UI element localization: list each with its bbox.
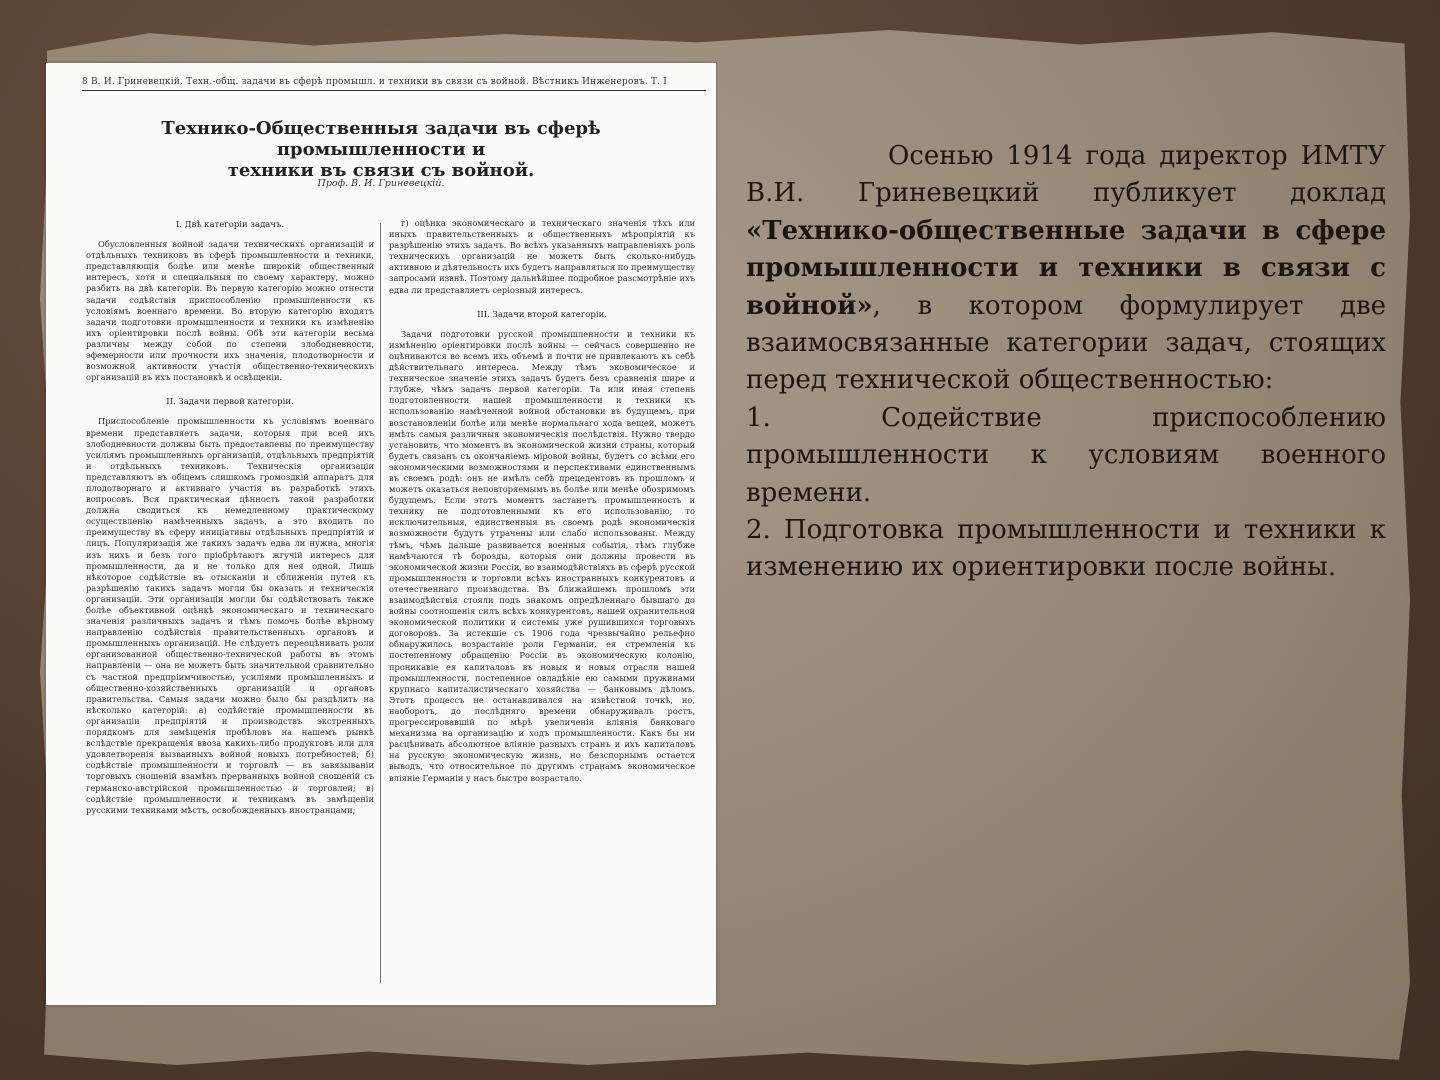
article-title-line1: Технико-Общественныя задачи въ сферѣ промышленности и <box>161 118 601 160</box>
slide-body-text <box>746 138 1386 587</box>
article-title <box>66 118 696 181</box>
task-item-2: 2. Подготовка промышленности и техники к изменению их ориентировки после войны. <box>746 515 1386 583</box>
section3-text: Задачи подготовки русской промышленности и техники къ измѣненію оріентировки послѣ войны — сейчасъ совершенно не оцѣниваются во всемъ ихъ объемѣ и почти не привлекаютъ къ себѣ дѣйствительнаго интереса. Между тѣмъ экономическое и техническое значеніе этихъ задачъ будетъ безъ сравненія шире и глубже, чѣмъ задачъ первой категоріи. Та или иная степень подготовленности нашей промышленности и техники къ использованію намѣченной войной обстановки въ будущемъ, при возстановленіи болѣе или менѣе нормальнаго хода вещей, можетъ имѣть самыя различныя экономическія послѣдствія. Нужно твердо установить, что моментъ въ экономической жизни страны, который будетъ связанъ съ окончаніемъ міровой войны, будетъ со всѣми его экономическими возможностями и перспективами единственнымъ въ своемъ родѣ: онъ не имѣлъ себѣ прецедентовъ въ прошломъ и можетъ оказаться неповторяемымъ въ болѣе или менѣе обозримомъ будущемъ. Если этотъ моментъ застанетъ промышленность и технику не подготовленными къ его использованію, то исключительныя, единственныя въ своемъ родѣ экономическія возможности будутъ утрачены или слабо использованы. Между тѣмъ, чѣмъ дальше развивается военныя событія, тѣмъ глубже намѣчаются тѣ борозды, которыя они должны провести въ экономической жизни Россіи, во взаимодѣйствіяхъ въ сферѣ русской промышленности и торговли всѣхъ иностранныхъ конкурентовъ и отечественнаго производства. Въ ближайшемъ прошломъ эти взаимодѣйствія стояли подъ знакомъ опредѣленнаго бывшаго до войны соотношенія силъ всѣхъ конкурентовъ, нашей охранительной экономической политики и системы уже рушившихся торговыхъ договоровъ. За истекшіе съ 1906 года чрезвычайно рельефно обнаружилось возрастаніе роли Германіи, ея стремленія къ постепенному обращенію Россіи въ экономическую колонію, проникавіе ея капиталовъ въ новыя и новыя отрасли нашей промышленности, постепенное овладѣніе ею самыми пружинами крупнаго капиталистическаго хозяйства — банковымъ дѣломъ. Этотъ процессъ не останавливался на извѣстной точкѣ, но, наоборотъ, до послѣдняго времени обнаруживалъ ростъ, прогрессировавшій по мѣрѣ увеличенія вліянія банковаго механизма на организацію и ходъ промышленности. Какъ бы ни расцѣнивать абсолютное вліяніе разныхъ странъ и ихъ капиталовъ на русскую экономическую жизнь, но безспорнымъ остается выводъ, что относительное по другимъ странамъ экономическое вліяніе Германіи у насъ быстро возрастало. <box>389 328 695 783</box>
article-left-column <box>86 218 374 993</box>
section3-heading: III. Задачи второй категоріи. <box>477 309 607 320</box>
intro-start: Осенью 1914 года директор ИМТУ В.И. Гриневецкий публикует доклад <box>746 141 1386 209</box>
intro-paragraph <box>746 138 1386 400</box>
column-divider <box>380 223 381 983</box>
report-title-bold: «Технико-общественные задачи в сфере промышленности и техники в связи с войной» <box>746 215 1386 321</box>
intro-end: , в котором формулирует две взаимосвязанные категории задач, стоящих перед технической общественностью: <box>746 290 1386 396</box>
article-author: Проф. В. И. Гриневецкій. <box>317 178 445 189</box>
scanned-article-page <box>46 63 716 1005</box>
items-text: г) оцѣнка экономическаго и техническаго значенія тѣхъ или иныхъ правительственныхъ и общественныхъ мѣропріятій къ разрѣшенію этихъ задачъ. Во всѣхъ указанныхъ направленіяхъ роль техническихъ организацій не можетъ быть сколько-нибудь активною и дѣятельность ихъ будетъ направляться по преимуществу запросами извнѣ. Поэтому дальнѣйшее подробное разсмотрѣніе ихъ едва ли представляетъ серіозный интересъ. <box>389 218 695 295</box>
article-title-line2: техники въ связи съ войной. <box>227 160 535 181</box>
section2-heading: II. Задачи первой категоріи. <box>166 397 294 408</box>
journal-header: 8 В. И. Гриневецкій. Техн.-общ. задачи въ сферѣ промышл. и техники въ связи съ войной. Вѣстникъ Инженеровъ. Т. I <box>82 77 706 91</box>
task-item-1: 1. Содействие приспособлению промышленности к условиям военного времени. <box>746 402 1386 508</box>
section1-text: Обусловленныя войной задачи техническихъ организацій и отдѣльныхъ техниковъ въ сферѣ промышленности и техники, представляющія болѣе или менѣе широкій общественный интересъ, хотя и специальныя по своему характеру, можно разбить на двѣ категоріи. Въ первую категорію можно отнести задачи содѣйствія приспособленію промышленности къ условіямъ военнаго времени. Во вторую категорію входятъ задачи подготовки промышленности и техники къ измѣненію ихъ оріентировки послѣ войны. Обѣ эти категоріи весьма различны между собой по степени злободневности, эфемерности или прочности ихъ значенія, плодотворности и возможной активности участія общественно-техническихъ организацій въ ихъ постановкѣ и освѣщеніи. <box>86 239 374 383</box>
article-right-column <box>389 218 695 993</box>
section1-heading: I. Двѣ категоріи задачъ. <box>175 220 285 230</box>
section2-text: Приспособленіе промышленности къ условіямъ военнаго времени представляетъ задачи, которыя при всей ихъ злободневности должны быть предоставлены по преимуществу усиліямъ промышленныхъ организацій, отдѣльныхъ предпріятій и отдѣльныхъ техниковъ. Техническія организаціи представляютъ въ общемъ слишкомъ громоздкій аппаратъ для плодотворнаго и активнаго участія въ разработкѣ этихъ вопросовъ. Вся практическая цѣнность такой разработки должна сводиться къ немедленному практическому осуществленію намѣченныхъ задачъ, а это входитъ по преимуществу въ сферу иниціативы отдѣльныхъ предпріятій и лицъ. Популяризація же такихъ задачъ едва ли нужна, многія изъ нихъ и безъ того пріобрѣтаютъ жгучій интересъ для промышленности, да и не только для нея одной. Лишь нѣкоторое содѣйствіе въ отысканіи и сближеніи путей къ разрѣшенію такихъ задачъ могли бы оказать и техническія организаціи. Эти организаціи могли бы содѣйствовать также болѣе объективной оцѣнкѣ экономическаго и техническаго значенія различныхъ задачъ и тѣмъ помочь болѣе вѣрному направленію содѣйствія правительственныхъ органовъ и промышленныхъ организацій. Не слѣдуетъ переоцѣнивать роли организованной общественно-технической работы въ этомъ направленіи — она не можетъ быть значительной сравнительно съ частной предпріимчивостью, усиліями промышленныхъ и общественно-хозяйственныхъ организацій и органовъ правительства. Самыя задачи можно было бы раздѣлить на нѣсколько категорій: а) содѣйствіе промышленности въ организаціи предпріятій и производствъ экстренныхъ порядкомъ для замѣщенія пробѣловъ на нашемъ рынкѣ вслѣдствіе прекращенія ввоза какихъ-либо продуктовъ или для удовлетворенія вызванныхъ войной новыхъ потребностей; б) содѣйствіе промышленности и торговлѣ — въ завязываніи торговыхъ сношеній взамѣнъ прерванныхъ войной сношеній съ германско-австрійской промышленностью и торговлей; в) содѣйствіе промышленности и техникамъ въ замѣщеніи русскими техниками мѣстъ, освобожденныхъ иностранцами; <box>86 416 374 815</box>
